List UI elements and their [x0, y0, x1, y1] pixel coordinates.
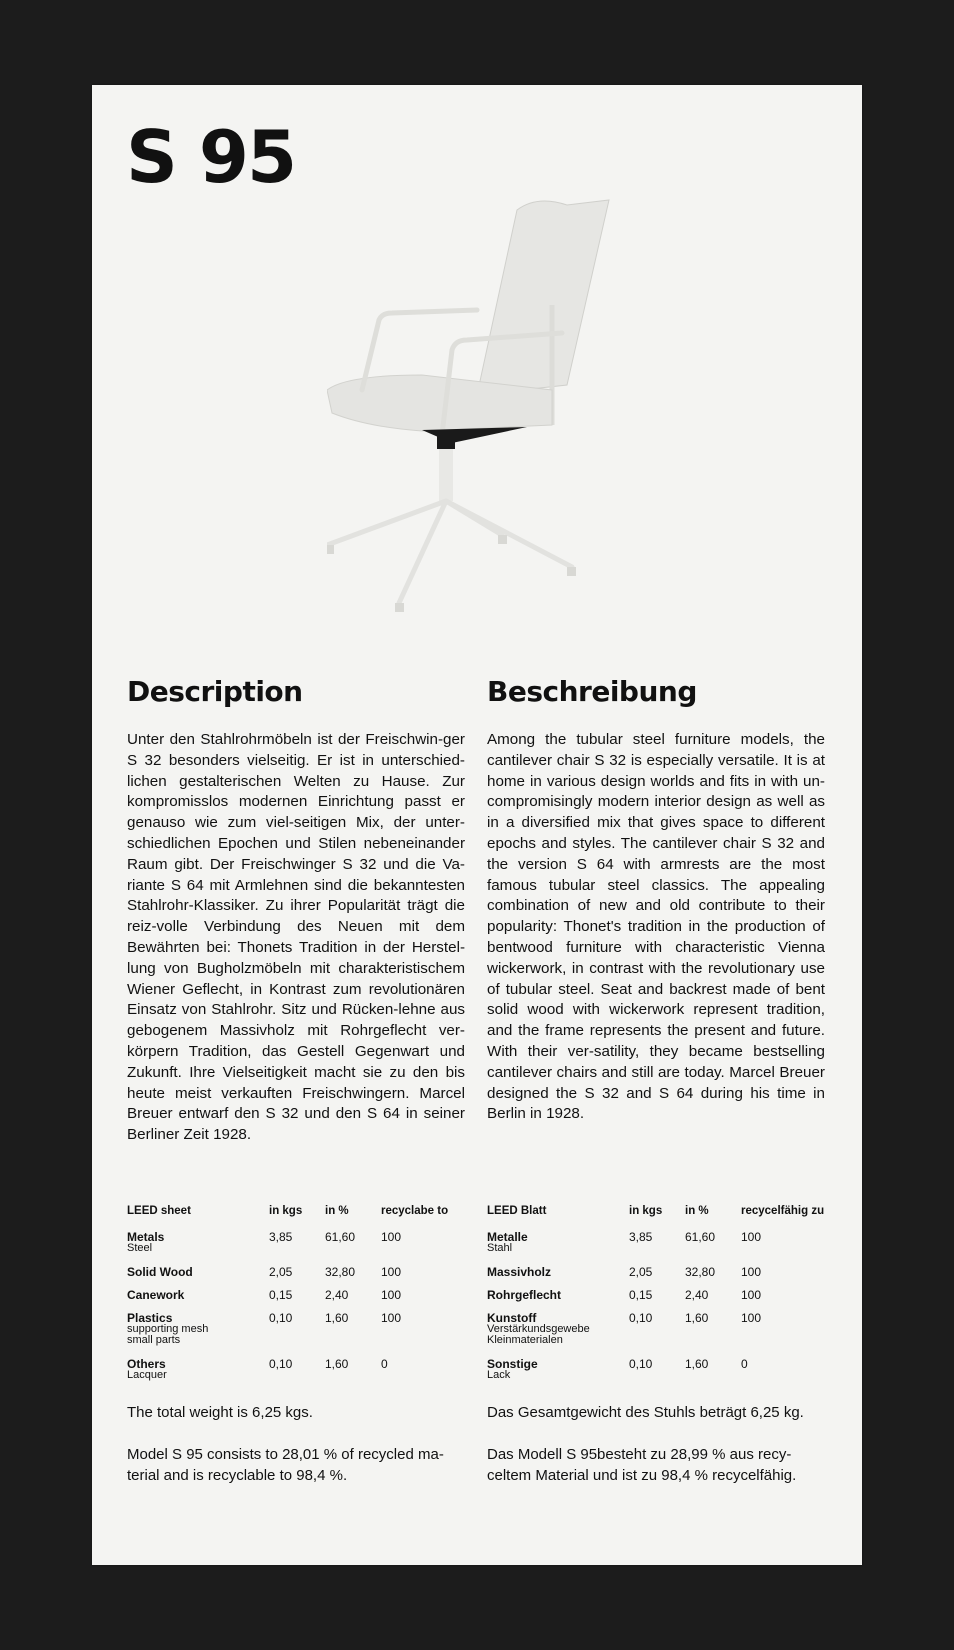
kgs-cell: 0,10: [269, 1310, 293, 1325]
rec-cell: 100: [381, 1264, 402, 1279]
recycled-content-de: Das Modell S 95besteht zu 28,99 % aus recy-celtem Material und ist zu 98,4 % recycelfähig.: [487, 1446, 797, 1484]
material-detail: Steel: [127, 1242, 153, 1254]
table-row: [487, 1358, 827, 1393]
description-text-en: Among the tubular steel furniture models, the cantilever chair S 32 is especially versatile. It is at home in various design worlds and fits in with un-compromisingly modern interior design as well as in a diversified mix that gives space to different epochs and styles. The cantilever chair S 32 and the version S 64 with armrests are the most famous tubular steel classics. The appealing combination of new and old contribute to their popularity: Thonet's tradition in the production of bentwood furniture with characteristic Vienna wickerwork, in contrast with the revolutionary use of tubular steel. Seat and backrest made of bent solid wood with wickerwork represent tradition, and the frame represents the present and future. With their ver-satility, they became bestselling cantilever chairs and still are today. Marcel Breuer designed the S 32 and S 64 during his time in Berlin in 1928.: [487, 731, 825, 1123]
pct-cell: 1,60: [685, 1356, 709, 1371]
table-row: [127, 1231, 467, 1266]
recycled-content-en: Model S 95 consists to 28,01 % of recycled ma-terial and is recyclable to 98,4 %.: [127, 1446, 444, 1484]
material-name: Others: [127, 1356, 166, 1371]
material-name: Metals: [127, 1230, 165, 1244]
material-name: Canework: [127, 1287, 185, 1302]
rec-cell: 0: [741, 1356, 748, 1371]
material-cell: [487, 1266, 629, 1289]
table-header: recycelfähig zu: [741, 1205, 825, 1217]
kgs-cell: 3,85: [629, 1230, 653, 1244]
material-cell: [127, 1358, 269, 1393]
material-cell: [127, 1266, 269, 1289]
rec-cell: 0: [381, 1356, 388, 1371]
table-row: [127, 1312, 467, 1358]
kgs-cell: 2,05: [629, 1264, 653, 1279]
table-header-row: [127, 1205, 467, 1231]
material-cell: [487, 1358, 629, 1393]
material-name: Metalle: [487, 1230, 528, 1244]
pct-cell: 32,80: [685, 1264, 716, 1279]
kgs-cell: 3,85: [269, 1230, 293, 1244]
rec-cell: 100: [741, 1264, 762, 1279]
total-weight-de: Das Gesamtgewicht des Stuhls beträgt 6,25 kg.: [487, 1404, 804, 1421]
material-cell: [487, 1312, 629, 1358]
kgs-cell: 0,10: [629, 1356, 653, 1371]
leed-sheet-table: [127, 1205, 467, 1392]
material-detail: Verstärkundsgewebe Kleinmaterialen: [487, 1322, 590, 1346]
rec-cell: 100: [381, 1310, 402, 1325]
material-name: Solid Wood: [127, 1264, 193, 1279]
pct-cell: 1,60: [685, 1310, 709, 1325]
kgs-cell: 2,05: [269, 1264, 293, 1279]
material-detail: supporting mesh small parts: [127, 1322, 209, 1346]
pct-cell: 61,60: [685, 1230, 716, 1244]
table-row: [487, 1312, 827, 1358]
rec-cell: 100: [381, 1287, 402, 1302]
kgs-cell: 0,10: [629, 1310, 653, 1325]
material-cell: [487, 1231, 629, 1266]
material-detail: Lack: [487, 1368, 511, 1381]
table-header: LEED sheet: [127, 1205, 191, 1217]
material-detail: Stahl: [487, 1242, 513, 1254]
beschreibung-heading: Beschreibung: [487, 675, 697, 708]
rec-cell: 100: [741, 1287, 762, 1302]
chair-image: [327, 195, 697, 635]
table-row: [127, 1358, 467, 1393]
table-header-row: [487, 1205, 827, 1231]
pct-cell: 1,60: [325, 1356, 349, 1371]
pct-cell: 2,40: [325, 1287, 349, 1302]
material-cell: [127, 1231, 269, 1266]
material-detail: Lacquer: [127, 1368, 167, 1381]
pct-cell: 32,80: [325, 1264, 356, 1279]
pct-cell: 61,60: [325, 1230, 356, 1244]
kgs-cell: 0,15: [269, 1287, 293, 1302]
table-header: in kgs: [629, 1205, 663, 1217]
table-row: [487, 1231, 827, 1266]
table-row: [487, 1266, 827, 1289]
table-row: [487, 1289, 827, 1312]
table-header: in %: [685, 1205, 709, 1217]
kgs-cell: 0,15: [629, 1287, 653, 1302]
material-cell: [127, 1289, 269, 1312]
leed-blatt-table: [487, 1205, 827, 1392]
description-text-de: Unter den Stahlrohrmöbeln ist der Freischwin-ger S 32 besonders vielseitig. Er ist in unterschied-lichen gestalterischen Welten zu Hause. Zur kompromisslos modernen Einrichtung passt er genauso wie zum viel-seitigen Mix, der unter-schiedlichen Epochen und Stilen nebeneinander Raum gibt. Der Freischwinger S 32 und die Va-riante S 64 mit Armlehnen sind die bekanntesten Stahlrohr-Klassiker. Zu ihrer Popularität trägt die reiz-volle Verbindung des Neuen mit dem Bewährten bei: Thonets Tradition in der Herstel-lung von Bugholzmöbeln mit charakteristischem Wiener Geflecht, in Kontrast zum revolutionären Einsatz von Stahlrohr. Sitz und Rücken-lehne aus gebogenem Massivholz mit Rohrgeflecht ver-körpern Tradition, das Gestell Gegenwart und Zukunft. Ihre Vielseitigkeit macht sie zu den bis heute meist verkauften Freischwingern. Marcel Breuer entwarf den S 32 und den S 64 in seiner Berliner Zeit 1928.: [127, 731, 465, 1144]
total-weight-en: The total weight is 6,25 kgs.: [127, 1404, 313, 1421]
table-header: LEED Blatt: [487, 1205, 547, 1217]
material-cell: [487, 1289, 629, 1312]
product-sheet: [92, 85, 862, 1565]
material-name: Plastics: [127, 1310, 173, 1325]
table-header: in kgs: [269, 1205, 303, 1217]
table-header: in %: [325, 1205, 349, 1217]
material-name: Massivholz: [487, 1264, 552, 1279]
kgs-cell: 0,10: [269, 1356, 293, 1371]
model-title: S 95: [126, 115, 296, 199]
table-row: [127, 1289, 467, 1312]
table-header: recyclabe to: [381, 1205, 449, 1217]
rec-cell: 100: [741, 1310, 762, 1325]
rec-cell: 100: [741, 1230, 762, 1244]
material-name: Kunstoff: [487, 1310, 537, 1325]
description-heading: Description: [127, 675, 303, 708]
rec-cell: 100: [381, 1230, 402, 1244]
pct-cell: 2,40: [685, 1287, 709, 1302]
material-cell: [127, 1312, 269, 1358]
table-row: [127, 1266, 467, 1289]
material-name: Rohrgeflecht: [487, 1287, 562, 1302]
material-name: Sonstige: [487, 1356, 538, 1371]
pct-cell: 1,60: [325, 1310, 349, 1325]
